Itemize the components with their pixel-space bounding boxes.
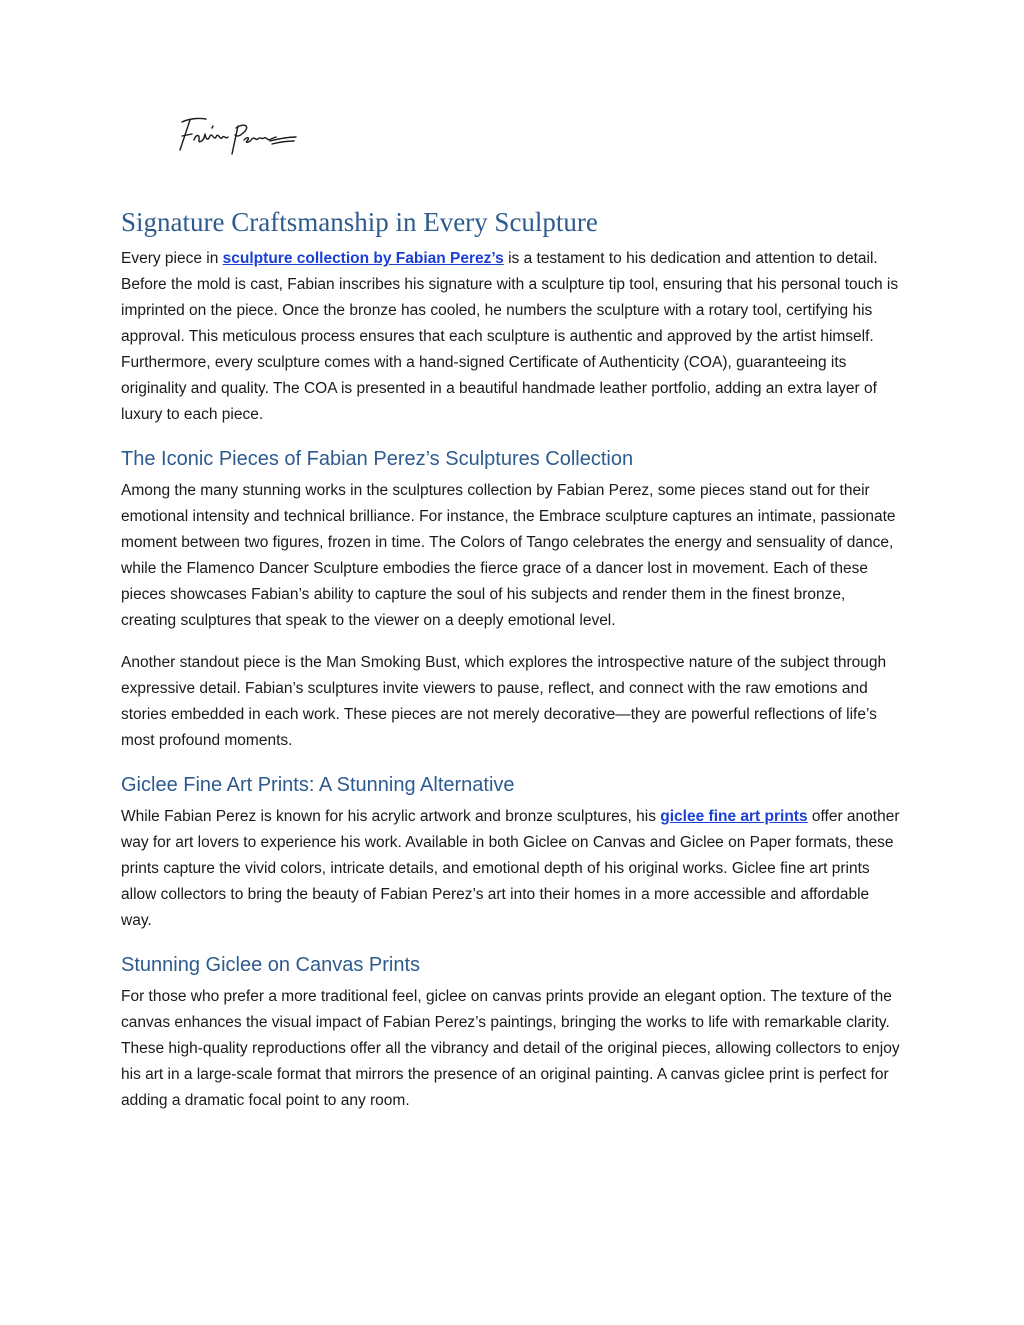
giclee-prints-link[interactable]: giclee fine art prints <box>660 808 808 825</box>
paragraph: Another standout piece is the Man Smoking Bust, which explores the introspective nature of the subject through expressive detail. Fabian’s sculptures invite viewers to pause, reflect, and connect with the raw emotions and stories embedded in each work. These pieces are not merely decorative—they are powerful reflections of life’s most profound moments. <box>121 654 887 749</box>
paragraph-text: is a testament to his dedication and attention to detail. Before the mold is cast, Fabian inscribes his signature with a sculpture tip tool, ensuring that his personal touch is imprinted on the piece. Once the bronze has cooled, he numbers the sculpture with a rotary tool, certifying his approval. This meticulous process ensures that each sculpture is authentic and approved by the artist himself. Furthermore, every sculpture comes with a hand-signed Certificate of Authenticity (COA), guaranteeing its originality and quality. The COA is presented in a beautiful handmade leather portfolio, adding an extra layer of luxury to each piece. <box>121 250 899 423</box>
signature-logo <box>172 110 302 160</box>
paragraph: For those who prefer a more traditional feel, giclee on canvas prints provide an elegant option. The texture of the canvas enhances the visual impact of Fabian Perez’s paintings, bringing the works to life with remarkable clarity. These high-quality reproductions offer all the vibrancy and detail of the original pieces, allowing collectors to enjoy his art in a large-scale format that mirrors the presence of an original painting. A canvas giclee print is perfect for adding a dramatic focal point to any room. <box>121 988 900 1109</box>
paragraph-text: offer another way for art lovers to experience his work. Available in both Giclee on Canvas and Giclee on Paper formats, these prints capture the vivid colors, intricate details, and emotional depth of his original works. Giclee fine art prints allow collectors to bring the beauty of Fabian Perez’s art into their homes in a more accessible and affordable way. <box>121 808 900 929</box>
paragraph <box>121 246 903 428</box>
sculpture-collection-link[interactable]: sculpture collection by Fabian Perez’s <box>222 250 504 267</box>
paragraph: Among the many stunning works in the sculptures collection by Fabian Perez, some pieces stand out for their emotional intensity and technical brilliance. For instance, the Embrace sculpture captures an intimate, passionate moment between two figures, frozen in time. The Colors of Tango celebrates the energy and sensuality of dance, while the Flamenco Dancer Sculpture embodies the fierce grace of a dancer lost in movement. Each of these pieces showcases Fabian’s ability to capture the soul of his subjects and render them in the finest bronze, creating sculptures that speak to the viewer on a deeply emotional level. <box>121 482 896 629</box>
section-heading: Stunning Giclee on Canvas Prints <box>121 954 421 976</box>
page-title: Signature Craftsmanship in Every Sculpture <box>121 207 598 237</box>
paragraph-text: Every piece in <box>121 250 223 267</box>
article-body <box>121 200 903 1130</box>
section-signature-craftsmanship <box>121 204 903 428</box>
section-giclee-prints <box>121 770 903 934</box>
section-giclee-canvas <box>121 950 903 1114</box>
paragraph <box>121 804 903 934</box>
section-heading: Giclee Fine Art Prints: A Stunning Alternative <box>121 774 515 796</box>
section-heading: The Iconic Pieces of Fabian Perez’s Sculptures Collection <box>121 448 634 470</box>
section-iconic-pieces <box>121 444 903 754</box>
paragraph-text: While Fabian Perez is known for his acrylic artwork and bronze sculptures, his <box>121 808 661 825</box>
